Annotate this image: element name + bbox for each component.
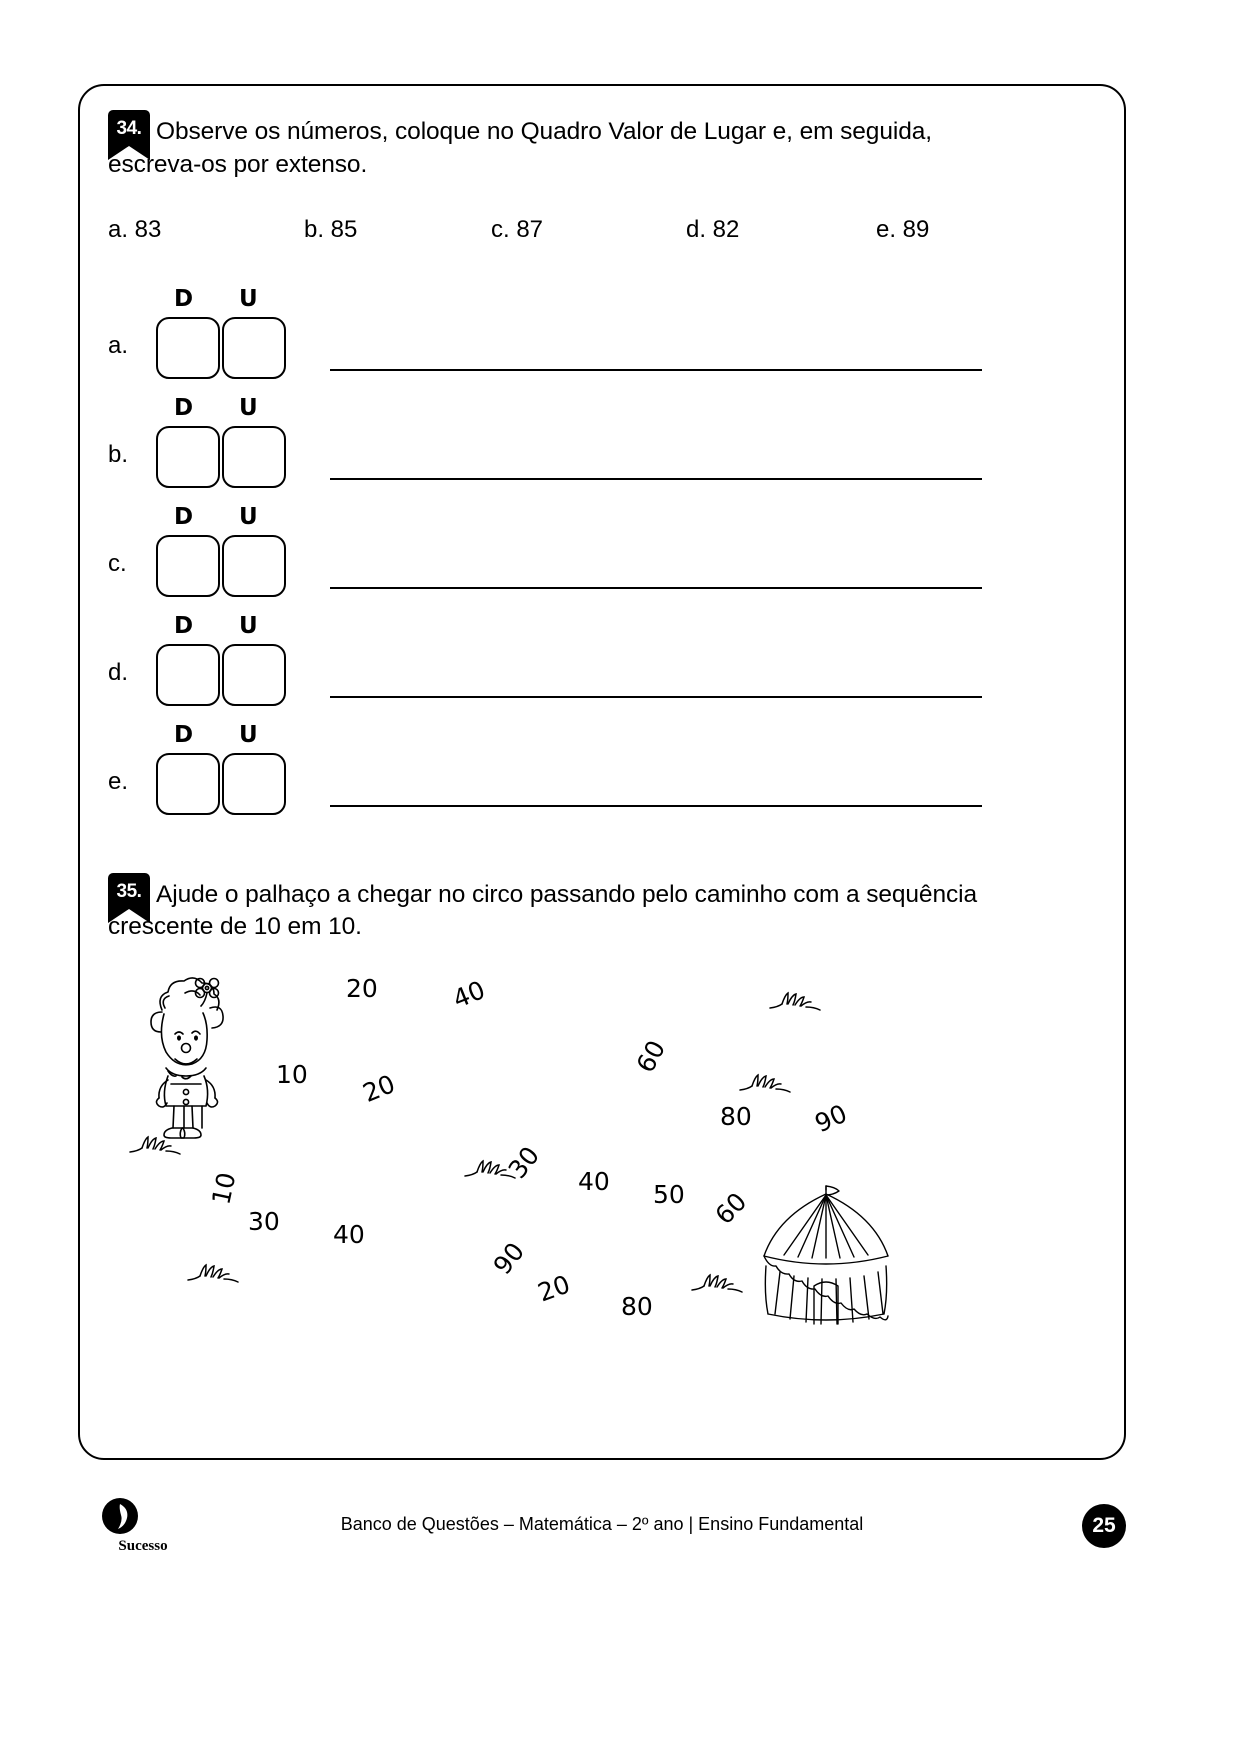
units-box-c[interactable] [222,535,286,597]
column-headers-c [156,504,290,534]
question-35 [108,873,1008,1353]
maze-number[interactable]: 80 [720,1102,752,1132]
maze-number[interactable]: 40 [578,1167,610,1197]
question-34-statement: Observe os números, coloque no Quadro Valor de Lugar e, em seguida, escreva-os por extenso. [108,118,932,178]
publisher-logo-label: Sucesso [118,1538,168,1554]
question-34-number-badge [108,110,150,146]
maze-number[interactable]: 10 [206,1170,242,1208]
place-value-row-a [108,286,1008,395]
place-value-row-e [108,722,1008,831]
answer-line-e[interactable] [330,805,982,807]
units-header-e: U [239,721,258,748]
grass-tuft-icon [128,1134,188,1161]
maze-number[interactable]: 60 [630,1035,672,1078]
maze-number[interactable]: 10 [276,1060,308,1090]
maze-number[interactable]: 20 [534,1269,574,1308]
question-35-number-badge [108,873,150,909]
answer-line-d[interactable] [330,696,982,698]
maze-illustration [108,962,1008,1352]
units-header-a: U [239,285,258,312]
maze-number[interactable]: 20 [358,1069,400,1109]
units-box-e[interactable] [222,753,286,815]
units-box-b[interactable] [222,426,286,488]
maze-number[interactable]: 60 [709,1187,753,1231]
place-value-boxes-a [156,317,286,379]
question-35-number: 35. [116,880,142,902]
tens-box-a[interactable] [156,317,220,379]
units-box-d[interactable] [222,644,286,706]
footer-caption: Banco de Questões – Matemática – 2º ano | Ensino Fundamental [340,1514,864,1534]
maze-number[interactable]: 40 [448,975,490,1015]
flower-icon [196,979,219,1007]
column-headers-a [156,286,290,316]
maze-number[interactable]: 20 [346,974,378,1004]
page-number: 25 [1092,1514,1116,1537]
maze-number[interactable]: 90 [810,1099,852,1139]
option-b: b. 85 [304,215,358,243]
answer-line-b[interactable] [330,478,982,480]
tens-header-b: D [174,394,194,421]
tens-box-c[interactable] [156,535,220,597]
row-letter-e: e. [108,767,129,795]
answer-line-a[interactable] [330,369,982,371]
row-letter-d: d. [108,658,129,686]
place-value-boxes-d [156,644,286,706]
place-value-boxes-b [156,426,286,488]
option-d: d. 82 [686,215,740,243]
place-value-row-c [108,504,1008,613]
question-34-text-line [108,110,1008,182]
row-letter-a: a. [108,331,129,359]
row-letter-c: c. [108,549,127,577]
tens-box-d[interactable] [156,644,220,706]
tens-box-e[interactable] [156,753,220,815]
maze-number[interactable]: 30 [248,1207,280,1237]
maze-number[interactable]: 30 [502,1141,546,1185]
question-34-number: 34. [116,118,142,139]
units-box-a[interactable] [222,317,286,379]
tens-box-b[interactable] [156,426,220,488]
place-value-row-b [108,395,1008,504]
tens-header-d: D [174,612,194,639]
tens-header-c: D [174,503,194,530]
maze-number[interactable]: 50 [653,1180,685,1210]
grass-tuft-icon [186,1262,246,1289]
answer-line-c[interactable] [330,587,982,589]
units-header-d: U [239,612,258,639]
units-header-c: U [239,503,258,530]
maze-number[interactable]: 90 [487,1237,531,1281]
tens-header-a: D [174,285,194,312]
maze-number[interactable]: 40 [333,1220,365,1250]
option-c: c. 87 [491,215,544,243]
question-34-options [108,216,1008,256]
place-value-row-d [108,613,1008,722]
row-letter-b: b. [108,440,129,468]
units-header-b: U [239,394,258,421]
column-headers-b [156,395,290,425]
question-34 [108,110,1008,831]
option-a: a. 83 [108,215,162,243]
tens-header-e: D [174,721,194,748]
place-value-rows [108,286,1008,831]
question-35-statement: Ajude o palhaço a chegar no circo passando pelo caminho com a sequência crescente de 10 em 10. [108,880,977,941]
page-number-badge [1082,1504,1126,1548]
question-35-text-line [108,873,1008,945]
grass-tuft-icon [738,1072,798,1099]
page-footer [78,1492,1126,1562]
column-headers-e [156,722,290,752]
option-e: e. 89 [876,215,930,243]
place-value-boxes-e [156,753,286,815]
maze-number[interactable]: 80 [621,1292,653,1322]
place-value-boxes-c [156,535,286,597]
clown-illustration [138,972,234,1147]
grass-tuft-icon [768,990,828,1017]
circus-tent-illustration [736,1184,916,1339]
page-content [108,110,1008,1352]
column-headers-d [156,613,290,643]
